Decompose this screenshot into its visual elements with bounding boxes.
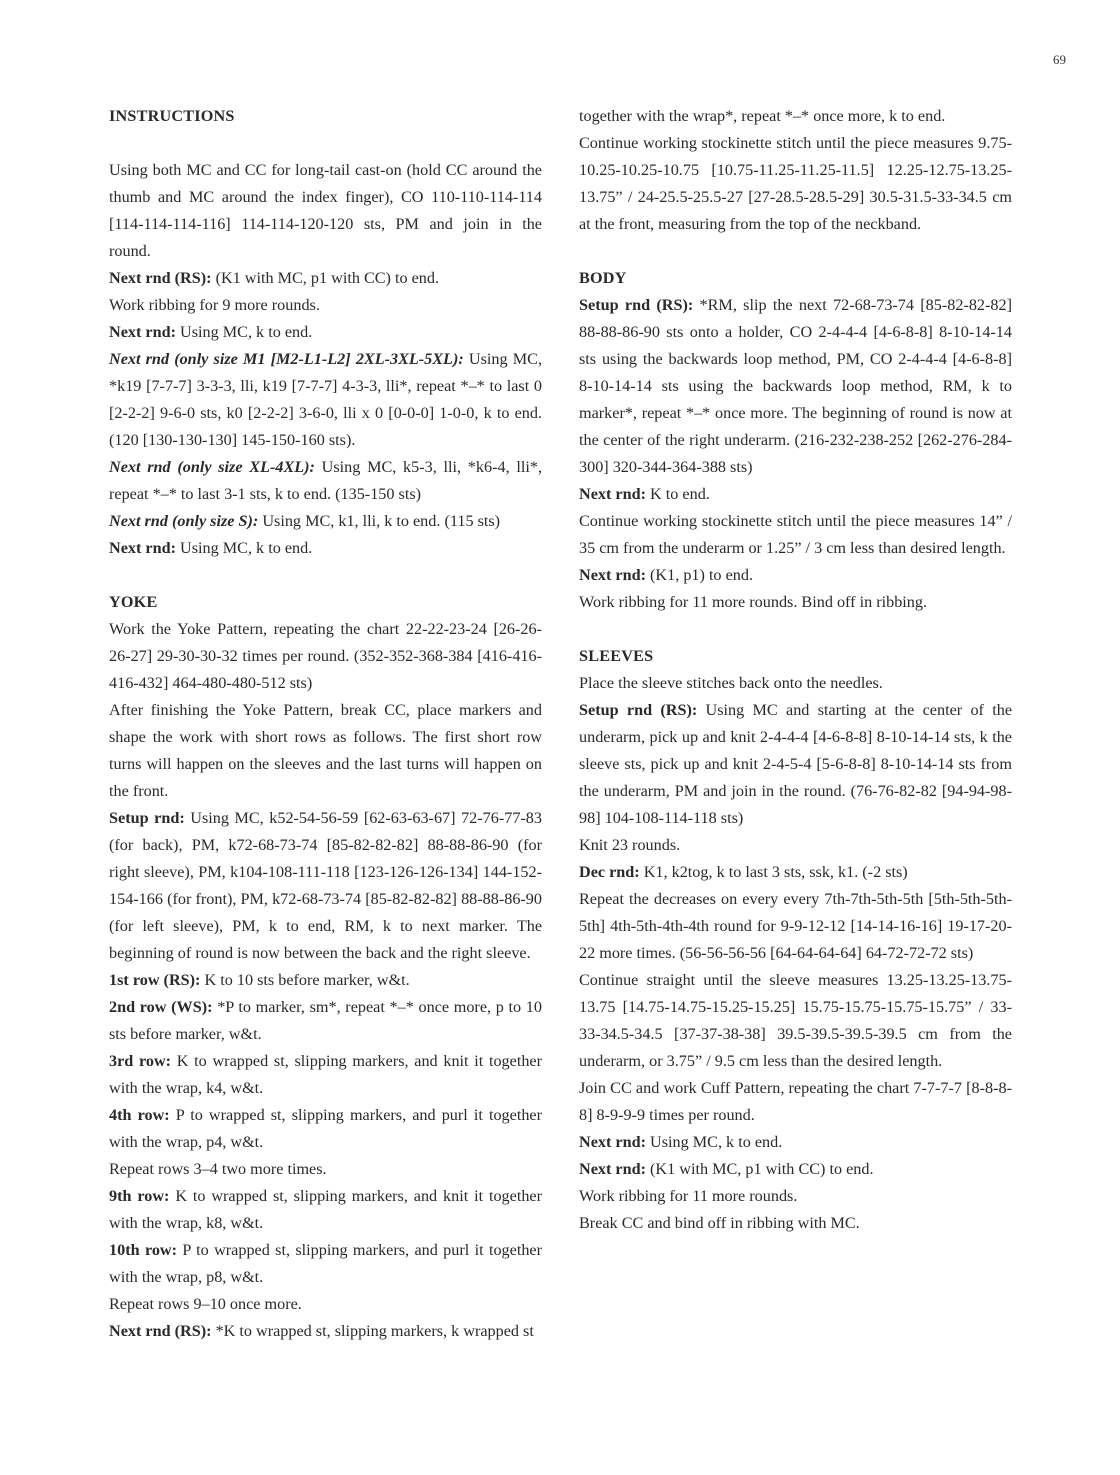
step-label: Next rnd: bbox=[579, 1160, 646, 1178]
paragraph bbox=[579, 292, 1012, 481]
paragraph: Repeat rows 9–10 once more. bbox=[109, 1295, 302, 1313]
body-heading: BODY bbox=[579, 269, 627, 287]
step-label: Next rnd (RS): bbox=[109, 1322, 212, 1340]
step-text: K to 10 sts before marker, w&t. bbox=[200, 971, 410, 989]
step-label: Next rnd: bbox=[579, 566, 646, 584]
step-text: (K1 with MC, p1 with CC) to end. bbox=[211, 269, 440, 287]
paragraph: Continue straight until the sleeve measures 13.25-13.25-13.75-13.75 [14.75-14.75-15.25-15.25] 15.75-15.75-15.75-15.75” / 33-33-34.5-34.5 [37-37-38-38] 39.5-39.5-39.5-39.5 cm from the underarm, or 3.75” / 9.5 cm less than the desired length. bbox=[579, 971, 1012, 1070]
paragraph: Continue working stockinette stitch until the piece measures 14” / 35 cm from the underarm or 1.25” / 3 cm less than desired length. bbox=[579, 512, 1012, 557]
paragraph: Work ribbing for 11 more rounds. Bind off in ribbing. bbox=[579, 593, 928, 611]
step-text: K to end. bbox=[646, 485, 710, 503]
paragraph: Knit 23 rounds. bbox=[579, 836, 681, 854]
paragraph: together with the wrap*, repeat *–* once more, k to end. bbox=[579, 107, 946, 125]
step-label: Next rnd (only size M1 [M2-L1-L2] 2XL-3XL-5XL): bbox=[109, 350, 464, 368]
step-text: K to wrapped st, slipping markers, and knit it together with the wrap, k8, w&t. bbox=[109, 1187, 542, 1232]
step-text: K1, k2tog, k to last 3 sts, ssk, k1. (-2 sts) bbox=[639, 863, 908, 881]
paragraph bbox=[579, 481, 1012, 508]
paragraph: Join CC and work Cuff Pattern, repeating the chart 7-7-7-7 [8-8-8-8] 8-9-9-9 times per round. bbox=[579, 1079, 1012, 1124]
step-text: *RM, slip the next 72-68-73-74 [85-82-82-82] 88-88-86-90 sts onto a holder, CO 2-4-4-4 [4-6-8-8] 8-10-14-14 sts using the backwards loop method, PM, CO 2-4-4-4 [4-6-8-8] 8-10-14-14 sts using the backwards loop method, RM, k to marker*, repeat *–* once more. The beginning of round is now at the center of the right underarm. (216-232-238-252 [262-276-284-300] 320-344-364-388 sts) bbox=[579, 296, 1012, 476]
step-label: 4th row: bbox=[109, 1106, 170, 1124]
paragraph bbox=[109, 1183, 542, 1237]
step-label: Setup rnd: bbox=[109, 809, 185, 827]
paragraph bbox=[579, 859, 1012, 886]
paragraph: Repeat the decreases on every every 7th-7th-5th-5th [5th-5th-5th-5th] 4th-5th-4th-4th round for 9-9-12-12 [14-14-16-16] 19-17-20-22 more times. (56-56-56-56 [64-64-64-64] 64-72-72-72 sts) bbox=[579, 890, 1012, 962]
paragraph: Place the sleeve stitches back onto the needles. bbox=[579, 674, 883, 692]
paragraph bbox=[109, 319, 542, 346]
page-number: 69 bbox=[1053, 52, 1066, 67]
paragraph bbox=[109, 1318, 542, 1345]
step-label: Dec rnd: bbox=[579, 863, 640, 881]
step-label: 10th row: bbox=[109, 1241, 178, 1259]
instructions-heading: INSTRUCTIONS bbox=[109, 107, 235, 125]
step-label: Setup rnd (RS): bbox=[579, 296, 694, 314]
step-text: Using MC, *k19 [7-7-7] 3-3-3, lli, k19 [7-7-7] 4-3-3, lli*, repeat *–* to last 0 [2-2-2] 9-6-0 sts, k0 [2-2-2] 3-6-0, lli x 0 [0-0-0] 1-0-0, k to end. (120 [130-130-130] 145-150-160 sts). bbox=[109, 350, 542, 449]
paragraph bbox=[579, 562, 1012, 589]
step-text: Using MC and starting at the center of the underarm, pick up and knit 2-4-4-4 [4-6-8-8] 8-10-14-14 sts, k the sleeve sts, pick up and knit 2-4-5-4 [5-6-8-8] 8-10-14-14 sts from the underarm, PM and join in the round. (76-76-82-82 [94-94-98-98] 104-108-114-118 sts) bbox=[579, 701, 1013, 827]
step-text: Using MC, k to end. bbox=[646, 1133, 783, 1151]
paragraph bbox=[109, 805, 542, 967]
paragraph bbox=[579, 1129, 1012, 1156]
paragraph bbox=[109, 346, 542, 454]
paragraph bbox=[109, 1102, 542, 1156]
step-text: K to wrapped st, slipping markers, and knit it together with the wrap, k4, w&t. bbox=[109, 1052, 542, 1097]
paragraph bbox=[109, 535, 542, 562]
paragraph: After finishing the Yoke Pattern, break CC, place markers and shape the work with short rows as follows. The first short row turns will happen on the sleeves and the last turns will happen on the front. bbox=[109, 701, 542, 800]
step-label: Next rnd: bbox=[109, 539, 176, 557]
paragraph bbox=[579, 697, 1012, 832]
sleeves-heading: SLEEVES bbox=[579, 647, 654, 665]
step-text: (K1 with MC, p1 with CC) to end. bbox=[646, 1160, 874, 1178]
step-text: *K to wrapped st, slipping markers, k wrapped st bbox=[211, 1322, 534, 1340]
step-label: Next rnd (only size S): bbox=[109, 512, 259, 530]
step-text: P to wrapped st, slipping markers, and purl it together with the wrap, p4, w&t. bbox=[109, 1106, 542, 1151]
paragraph bbox=[109, 454, 542, 508]
step-text: *P to marker, sm*, repeat *–* once more, p to 10 sts before marker, w&t. bbox=[109, 998, 542, 1043]
paragraph bbox=[579, 1156, 1012, 1183]
paragraph bbox=[109, 967, 542, 994]
step-label: Next rnd (only size XL-4XL): bbox=[109, 458, 315, 476]
step-label: 1st row (RS): bbox=[109, 971, 201, 989]
paragraph bbox=[109, 265, 542, 292]
step-label: Next rnd: bbox=[579, 1133, 646, 1151]
paragraph: Continue working stockinette stitch until the piece measures 9.75-10.25-10.25-10.75 [10.75-11.25-11.25-11.5] 12.25-12.75-13.25-13.75” / 24-25.5-25.5-27 [27-28.5-28.5-29] 30.5-31.5-33-34.5 cm at the front, measuring from the top of the neckband. bbox=[579, 134, 1012, 233]
step-label: 2nd row (WS): bbox=[109, 998, 213, 1016]
paragraph bbox=[109, 1048, 542, 1102]
step-text: (K1, p1) to end. bbox=[646, 566, 753, 584]
yoke-heading: YOKE bbox=[109, 593, 158, 611]
paragraph: Work ribbing for 11 more rounds. bbox=[579, 1187, 798, 1205]
step-label: Next rnd: bbox=[109, 323, 176, 341]
step-text: Using MC, k1, lli, k to end. (115 sts) bbox=[258, 512, 501, 530]
paragraph: Work the Yoke Pattern, repeating the chart 22-22-23-24 [26-26-26-27] 29-30-30-32 times per round. (352-352-368-384 [416-416-416-432] 464-480-480-512 sts) bbox=[109, 620, 542, 692]
step-text: P to wrapped st, slipping markers, and purl it together with the wrap, p8, w&t. bbox=[109, 1241, 542, 1286]
paragraph: Using both MC and CC for long-tail cast-on (hold CC around the thumb and MC around the index finger), CO 110-110-114-114 [114-114-114-116] 114-114-120-120 sts, PM and join in the round. bbox=[109, 161, 542, 260]
step-text: Using MC, k to end. bbox=[176, 539, 313, 557]
step-text: Using MC, k to end. bbox=[176, 323, 313, 341]
paragraph: Repeat rows 3–4 two more times. bbox=[109, 1160, 327, 1178]
left-column bbox=[109, 103, 542, 1345]
paragraph bbox=[109, 1237, 542, 1291]
step-label: 3rd row: bbox=[109, 1052, 172, 1070]
right-column bbox=[579, 103, 1012, 1237]
step-text: Using MC, k5-3, lli, *k6-4, lli*, repeat *–* to last 3-1 sts, k to end. (135-150 sts) bbox=[109, 458, 542, 503]
step-label: Next rnd: bbox=[579, 485, 646, 503]
paragraph: Break CC and bind off in ribbing with MC. bbox=[579, 1214, 860, 1232]
paragraph bbox=[109, 994, 542, 1048]
step-label: Next rnd (RS): bbox=[109, 269, 212, 287]
step-label: Setup rnd (RS): bbox=[579, 701, 698, 719]
paragraph bbox=[109, 508, 542, 535]
step-label: 9th row: bbox=[109, 1187, 170, 1205]
step-text: Using MC, k52-54-56-59 [62-63-63-67] 72-76-77-83 (for back), PM, k72-68-73-74 [85-82-82-82] 88-88-86-90 (for right sleeve), PM, k104-108-111-118 [123-126-126-134] 144-152-154-166 (for front), PM, k72-68-73-74 [85-82-82-82] 88-88-86-90 (for left sleeve), PM, k to end, RM, k to next marker. The beginning of round is now between the back and the right sleeve. bbox=[109, 809, 542, 962]
paragraph: Work ribbing for 9 more rounds. bbox=[109, 296, 320, 314]
